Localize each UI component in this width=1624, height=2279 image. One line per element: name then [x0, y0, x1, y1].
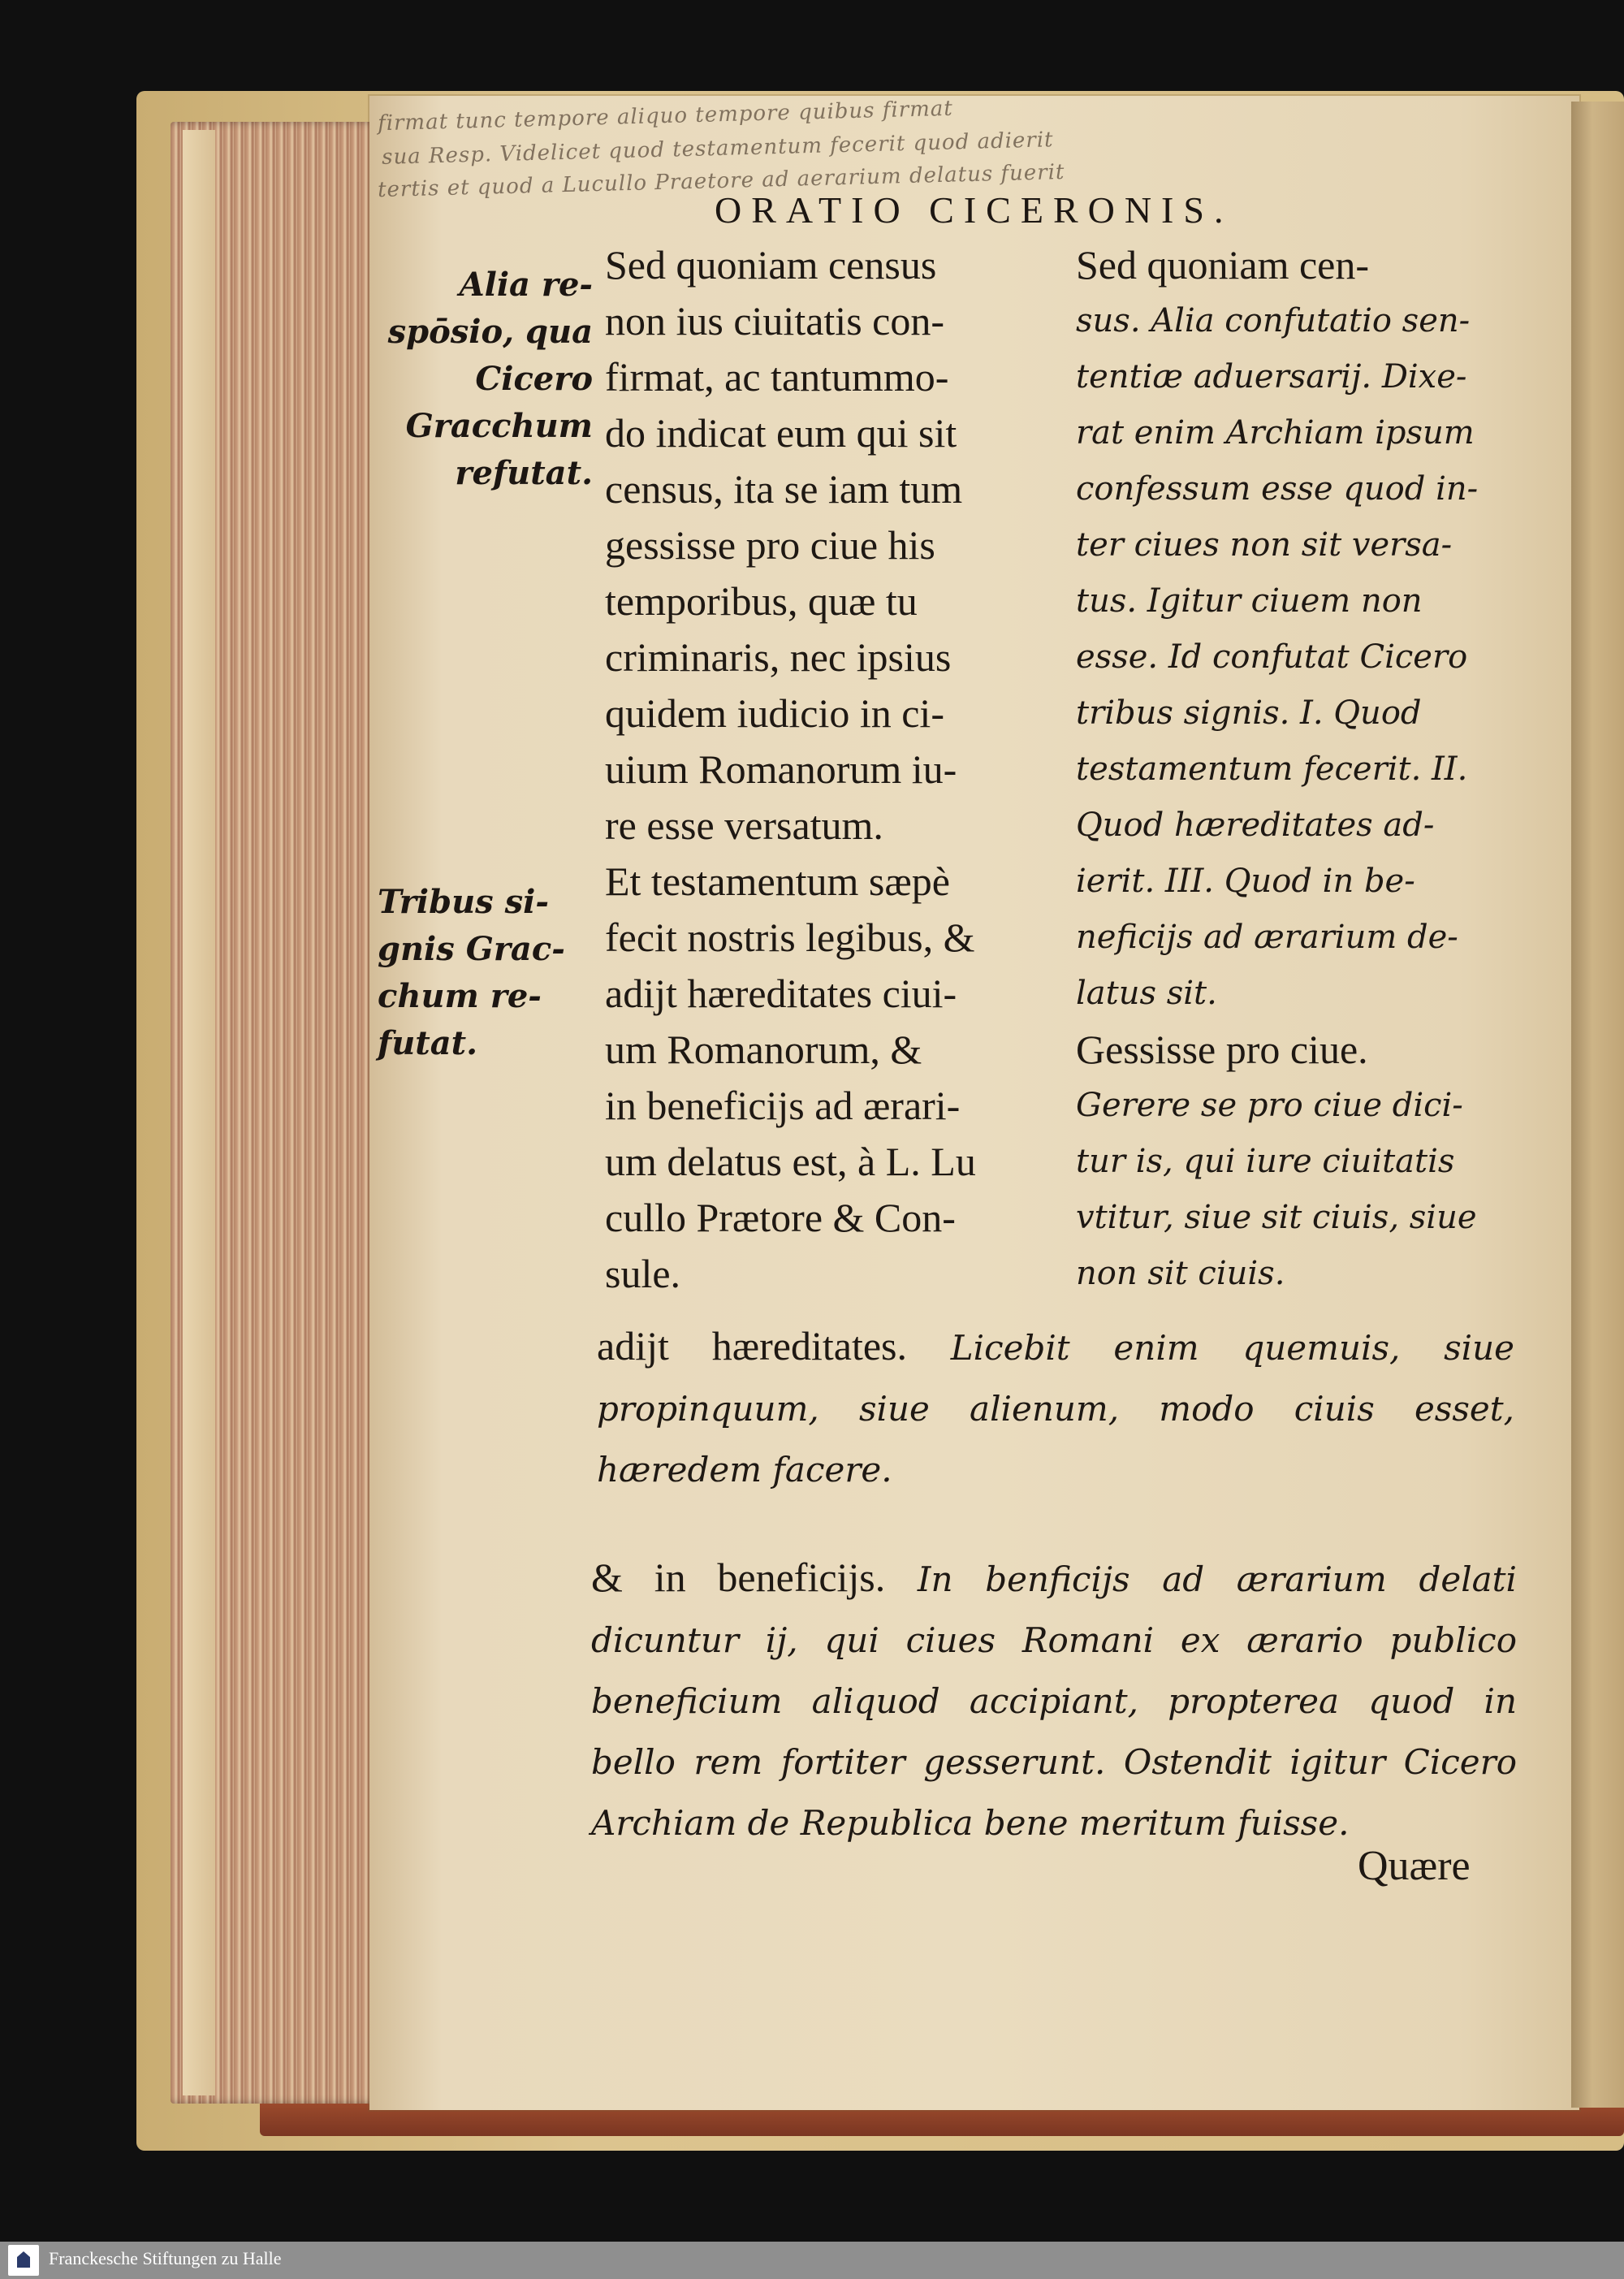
- commentary-line: testamentum fecerit. II.: [1076, 750, 1468, 788]
- commentary-line: Gerere se pro ciue dici-: [1076, 1087, 1463, 1124]
- text-line: temporibus, quæ tu: [605, 578, 918, 624]
- commentary-line: non sit ciuis.: [1076, 1255, 1285, 1292]
- text-line: in beneficijs ad ærari-: [605, 1083, 961, 1128]
- text-line: criminaris, nec ipsius: [605, 634, 952, 680]
- commentary-paragraph-2: [591, 1547, 1517, 1853]
- main-text-column: [605, 237, 1060, 1302]
- commentary-line: vtitur, siue sit ciuis, siue: [1076, 1199, 1477, 1236]
- paragraph-lemma: adijt hæreditates.: [597, 1323, 907, 1369]
- handwritten-note-1: firmat tunc tempore aliquo tempore quibus firmat: [377, 96, 954, 136]
- commentary-line: confessum esse quod in-: [1076, 470, 1479, 508]
- commentary-line: tribus signis. I. Quod: [1076, 694, 1422, 732]
- catchword: Quære: [1358, 1843, 1471, 1889]
- text-line: non ius ciuitatis con-: [605, 298, 944, 344]
- commentary-line: esse. Id confutat Cicero: [1076, 638, 1468, 676]
- commentary-line: Sed quoniam cen-: [1076, 242, 1370, 288]
- commentary-line: tus. Igitur ciuem non: [1076, 582, 1423, 620]
- next-page-curl: [1571, 102, 1624, 2108]
- text-line: re esse versatum.: [605, 802, 883, 848]
- text-line: census, ita se iam tum: [605, 466, 963, 512]
- text-line: adijt hæreditates ciui-: [605, 971, 957, 1016]
- text-line: Sed quoniam census: [605, 242, 937, 288]
- commentary-line: ierit. III. Quod in be-: [1076, 863, 1415, 900]
- commentary-line: tentiæ aduersarij. Dixe-: [1076, 358, 1467, 396]
- handwritten-note-2: sua Resp. Videlicet quod testamentum fecerit quod adierit: [381, 128, 1054, 170]
- commentary-line: tur is, qui iure ciuitatis: [1076, 1143, 1455, 1180]
- commentary-line: ter ciues non sit versa-: [1076, 526, 1453, 564]
- text-line: cullo Prætore & Con-: [605, 1195, 956, 1240]
- page-edge-highlight: [183, 130, 215, 2095]
- margin-note-line: gnis Grac-: [378, 930, 565, 968]
- margin-note-line: Gracchum: [405, 407, 593, 445]
- text-line: fecit nostris legibus, &: [605, 915, 975, 960]
- margin-note-line: chum re-: [378, 977, 542, 1015]
- margin-note-line: spōsio, qua: [387, 313, 593, 351]
- commentary-line: latus sit.: [1076, 975, 1217, 1012]
- text-line: um delatus est, à L. Lu: [605, 1139, 976, 1184]
- commentary-line: rat enim Archiam ipsum: [1076, 414, 1475, 452]
- margin-note-a: [382, 262, 593, 497]
- paragraph-lemma: & in beneficijs.: [591, 1555, 886, 1600]
- margin-note-line: refutat.: [455, 454, 593, 492]
- commentary-line: Quod hæreditates ad-: [1076, 807, 1435, 844]
- margin-note-b: [378, 879, 589, 1067]
- margin-note-line: Alia re-: [459, 266, 593, 304]
- text-line: um Romanorum, &: [605, 1027, 922, 1072]
- text-line: sule.: [605, 1251, 681, 1296]
- margin-note-line: Tribus si-: [378, 883, 549, 921]
- commentary-column: [1076, 237, 1518, 1302]
- text-line: firmat, ac tantummo-: [605, 354, 949, 400]
- margin-note-line: futat.: [378, 1024, 478, 1062]
- text-line: do indicat eum qui sit: [605, 410, 957, 456]
- commentary-line: neficijs ad ærarium de-: [1076, 919, 1458, 956]
- commentary-line: Gessisse pro ciue.: [1076, 1027, 1368, 1072]
- text-line: uium Romanorum iu-: [605, 746, 957, 792]
- handwritten-note-3: tertis et quod a Lucullo Praetore ad aerarium delatus fuerit: [377, 159, 1065, 203]
- margin-note-line: Cicero: [475, 360, 593, 398]
- commentary-paragraph-1: [597, 1316, 1514, 1500]
- commentary-line: sus. Alia confutatio sen-: [1076, 302, 1471, 339]
- paragraph-body: Licebit enim quemuis, siue propinquum, siue alienum, modo ciuis esset, hæredem facere.: [597, 1328, 1515, 1490]
- running-header: ORATIO CICERONIS.: [715, 189, 1233, 231]
- paragraph-body: In benficijs ad ærarium delati dicuntur ij, qui ciues Romani ex ærario publico beneficium aliquod accipiant, propterea quod in bello rem fortiter gesserunt. Ostendit igitur Cicero Archiam de Republica bene meritum fuisse.: [591, 1559, 1517, 1843]
- text-line: gessisse pro ciue his: [605, 522, 935, 568]
- text-line: quidem iudicio in ci-: [605, 690, 944, 736]
- text-line: Et testamentum sæpè: [605, 858, 950, 904]
- footer-institution: Franckesche Stiftungen zu Halle: [49, 2248, 282, 2268]
